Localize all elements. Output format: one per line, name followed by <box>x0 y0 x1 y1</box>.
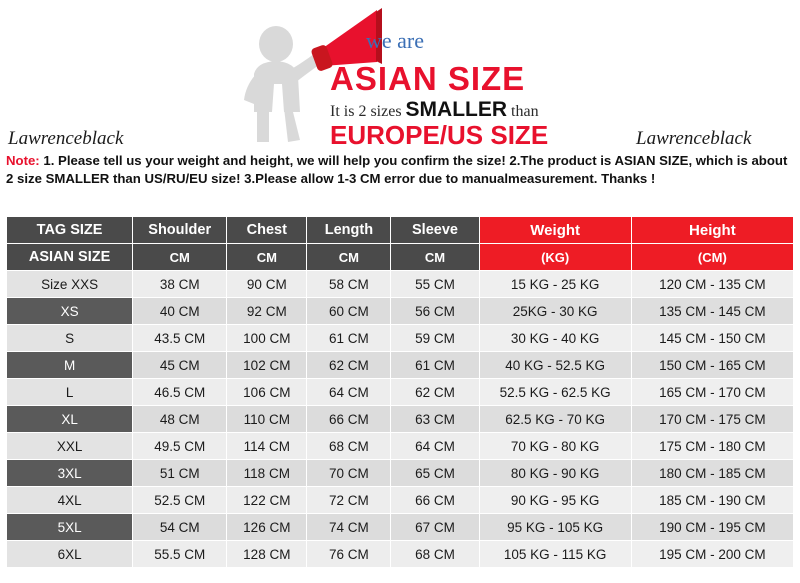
cell-height: 120 CM - 135 CM <box>631 271 793 298</box>
cell-height: 145 CM - 150 CM <box>631 325 793 352</box>
cell-length: 62 CM <box>307 352 391 379</box>
cell-tag-size: 6XL <box>7 541 133 568</box>
cell-height: 150 CM - 165 CM <box>631 352 793 379</box>
cell-chest: 126 CM <box>227 514 307 541</box>
header-tag-size: TAG SIZE <box>7 217 133 244</box>
table-row <box>7 379 794 406</box>
cell-shoulder: 49.5 CM <box>133 433 227 460</box>
note-label: Note: <box>6 153 40 168</box>
cell-length: 70 CM <box>307 460 391 487</box>
cell-sleeve: 61 CM <box>391 352 479 379</box>
cell-sleeve: 56 CM <box>391 298 479 325</box>
header-length: Length <box>307 217 391 244</box>
cell-chest: 118 CM <box>227 460 307 487</box>
table-row <box>7 541 794 568</box>
table-row <box>7 352 794 379</box>
watermark-left: Lawrenceblack <box>8 128 124 149</box>
table-row <box>7 487 794 514</box>
header-height: Height <box>631 217 793 244</box>
cell-weight: 25KG - 30 KG <box>479 298 631 325</box>
cell-tag-size: 5XL <box>7 514 133 541</box>
table-header <box>7 217 794 271</box>
cell-shoulder: 55.5 CM <box>133 541 227 568</box>
cell-tag-size: Size XXS <box>7 271 133 298</box>
cell-chest: 90 CM <box>227 271 307 298</box>
cell-tag-size: 4XL <box>7 487 133 514</box>
watermark-right: Lawrenceblack <box>636 128 752 149</box>
cell-weight: 70 KG - 80 KG <box>479 433 631 460</box>
cell-height: 185 CM - 190 CM <box>631 487 793 514</box>
cell-sleeve: 66 CM <box>391 487 479 514</box>
cell-shoulder: 38 CM <box>133 271 227 298</box>
cell-chest: 114 CM <box>227 433 307 460</box>
cell-height: 190 CM - 195 CM <box>631 514 793 541</box>
cell-weight: 40 KG - 52.5 KG <box>479 352 631 379</box>
smaller-note-line <box>330 98 539 122</box>
subheader-length-unit: CM <box>307 244 391 271</box>
table-row <box>7 298 794 325</box>
cell-height: 175 CM - 180 CM <box>631 433 793 460</box>
cell-sleeve: 63 CM <box>391 406 479 433</box>
cell-shoulder: 54 CM <box>133 514 227 541</box>
cell-weight: 80 KG - 90 KG <box>479 460 631 487</box>
header-banner <box>0 0 800 148</box>
cell-chest: 128 CM <box>227 541 307 568</box>
cell-height: 195 CM - 200 CM <box>631 541 793 568</box>
cell-length: 74 CM <box>307 514 391 541</box>
header-shoulder: Shoulder <box>133 217 227 244</box>
cell-sleeve: 55 CM <box>391 271 479 298</box>
cell-shoulder: 45 CM <box>133 352 227 379</box>
cell-tag-size: XS <box>7 298 133 325</box>
cell-tag-size: 3XL <box>7 460 133 487</box>
cell-weight: 95 KG - 105 KG <box>479 514 631 541</box>
cell-chest: 100 CM <box>227 325 307 352</box>
cell-shoulder: 43.5 CM <box>133 325 227 352</box>
cell-tag-size: XL <box>7 406 133 433</box>
table-row <box>7 460 794 487</box>
subheader-chest-unit: CM <box>227 244 307 271</box>
cell-length: 76 CM <box>307 541 391 568</box>
cell-length: 61 CM <box>307 325 391 352</box>
cell-length: 66 CM <box>307 406 391 433</box>
table-header-row-2 <box>7 244 794 271</box>
cell-chest: 110 CM <box>227 406 307 433</box>
cell-sleeve: 64 CM <box>391 433 479 460</box>
asian-size-heading: ASIAN SIZE <box>330 60 526 97</box>
cell-chest: 102 CM <box>227 352 307 379</box>
table-body <box>7 271 794 568</box>
subheader-shoulder-unit: CM <box>133 244 227 271</box>
cell-height: 135 CM - 145 CM <box>631 298 793 325</box>
cell-length: 58 CM <box>307 271 391 298</box>
cell-shoulder: 46.5 CM <box>133 379 227 406</box>
table-row <box>7 325 794 352</box>
smaller-emphasis-text: SMALLER <box>405 98 508 121</box>
cell-weight: 62.5 KG - 70 KG <box>479 406 631 433</box>
cell-weight: 15 KG - 25 KG <box>479 271 631 298</box>
cell-height: 180 CM - 185 CM <box>631 460 793 487</box>
cell-shoulder: 48 CM <box>133 406 227 433</box>
size-chart-table <box>6 216 794 568</box>
table-header-row-1 <box>7 217 794 244</box>
cell-sleeve: 67 CM <box>391 514 479 541</box>
cell-weight: 30 KG - 40 KG <box>479 325 631 352</box>
cell-sleeve: 59 CM <box>391 325 479 352</box>
note-text: 1. Please tell us your weight and height, we will help you confirm the size! 2.The product is ASIAN SIZE, which is about 2 size SMALLER than US/RU/EU size! 3.Please allow 1-3 CM error due to manualmeasurement. Thanks ! <box>6 153 788 186</box>
note-paragraph <box>6 152 794 187</box>
cell-chest: 122 CM <box>227 487 307 514</box>
cell-weight: 52.5 KG - 62.5 KG <box>479 379 631 406</box>
cell-height: 170 CM - 175 CM <box>631 406 793 433</box>
cell-length: 64 CM <box>307 379 391 406</box>
cell-weight: 105 KG - 115 KG <box>479 541 631 568</box>
header-chest: Chest <box>227 217 307 244</box>
cell-tag-size: M <box>7 352 133 379</box>
cell-sleeve: 62 CM <box>391 379 479 406</box>
cell-sleeve: 68 CM <box>391 541 479 568</box>
cell-length: 60 CM <box>307 298 391 325</box>
table-row <box>7 433 794 460</box>
subheader-asian-size: ASIAN SIZE <box>7 244 133 271</box>
table-row <box>7 271 794 298</box>
cell-length: 68 CM <box>307 433 391 460</box>
subheader-sleeve-unit: CM <box>391 244 479 271</box>
cell-chest: 92 CM <box>227 298 307 325</box>
cell-height: 165 CM - 170 CM <box>631 379 793 406</box>
cell-shoulder: 51 CM <box>133 460 227 487</box>
cell-shoulder: 52.5 CM <box>133 487 227 514</box>
subheader-height-unit: (CM) <box>631 244 793 271</box>
cell-tag-size: S <box>7 325 133 352</box>
header-weight: Weight <box>479 217 631 244</box>
table-row <box>7 514 794 541</box>
smaller-pre-text: It is 2 sizes <box>330 103 406 120</box>
cell-chest: 106 CM <box>227 379 307 406</box>
header-sleeve: Sleeve <box>391 217 479 244</box>
europe-us-size-heading: EUROPE/US SIZE <box>330 120 549 150</box>
subheader-weight-unit: (KG) <box>479 244 631 271</box>
smaller-post-text: than <box>507 103 539 120</box>
cell-sleeve: 65 CM <box>391 460 479 487</box>
cell-shoulder: 40 CM <box>133 298 227 325</box>
cell-tag-size: L <box>7 379 133 406</box>
table-row <box>7 406 794 433</box>
cell-weight: 90 KG - 95 KG <box>479 487 631 514</box>
we-are-text: we are <box>366 28 425 53</box>
cell-tag-size: XXL <box>7 433 133 460</box>
cell-length: 72 CM <box>307 487 391 514</box>
